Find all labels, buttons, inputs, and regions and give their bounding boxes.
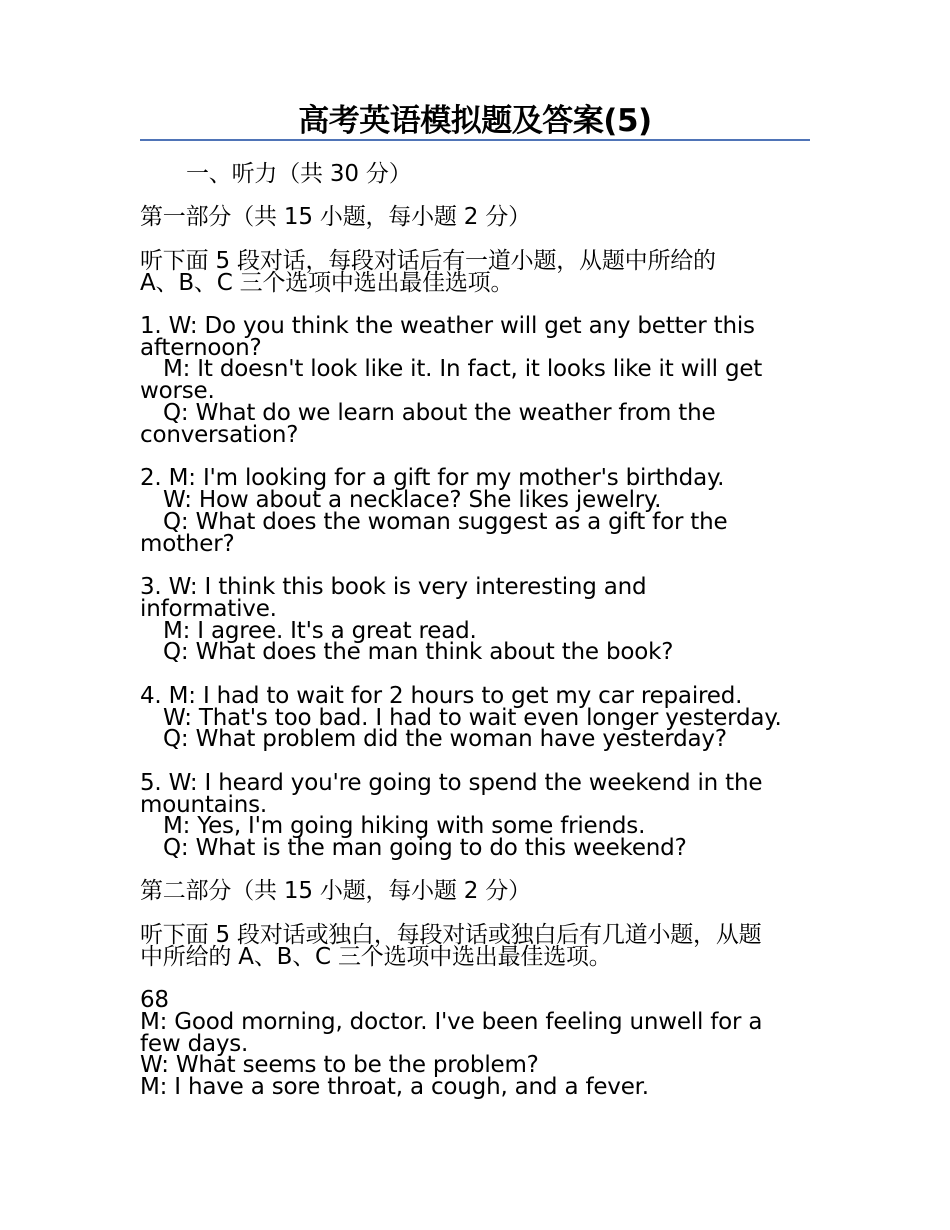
dialogue-line: W: How about a necklace? She likes jewelry. xyxy=(163,487,662,513)
dialogue-line: W: What seems to be the problem? xyxy=(140,1052,539,1078)
page-title: 高考英语模拟题及答案(5) xyxy=(298,103,652,139)
dialogue-line: M: I have a sore throat, a cough, and a fever. xyxy=(140,1074,649,1100)
part-one-heading: 第一部分（共 15 小题，每小题 2 分） xyxy=(140,204,531,230)
dialogue-line: M: I agree. It's a great read. xyxy=(163,618,477,644)
instruction-line: A、B、C 三个选项中选出最佳选项。 xyxy=(140,270,514,296)
dialogue-line: mountains. xyxy=(140,792,268,818)
question-line: Q: What does the woman suggest as a gift for the xyxy=(163,509,728,535)
dialogue-line: few days. xyxy=(140,1031,249,1057)
dialogue-line: worse. xyxy=(140,378,215,404)
dialogue-line: 4. M: I had to wait for 2 hours to get my car repaired. xyxy=(140,683,743,709)
page-number: 68 xyxy=(140,987,169,1013)
instruction-line: 听下面 5 段对话或独白，每段对话或独白后有几道小题，从题 xyxy=(140,922,762,948)
dialogue-line: afternoon? xyxy=(140,335,262,361)
instruction-line: 中所给的 A、B、C 三个选项中选出最佳选项。 xyxy=(140,944,612,970)
question-line: conversation? xyxy=(140,422,299,448)
question-line: Q: What is the man going to do this weekend? xyxy=(163,835,687,861)
dialogue-line: 3. W: I think this book is very interesting and xyxy=(140,574,647,600)
title-underline xyxy=(140,139,810,141)
question-line: Q: What do we learn about the weather from the xyxy=(163,400,716,426)
dialogue-line: W: That's too bad. I had to wait even longer yesterday. xyxy=(163,705,782,731)
dialogue-line: M: Yes, I'm going hiking with some friends. xyxy=(163,813,646,839)
instruction-line: 听下面 5 段对话，每段对话后有一道小题，从题中所给的 xyxy=(140,248,716,274)
dialogue-line: 1. W: Do you think the weather will get any better this xyxy=(140,313,755,339)
question-line: mother? xyxy=(140,531,235,557)
dialogue-line: M: It doesn't look like it. In fact, it looks like it will get xyxy=(163,356,763,382)
part-two-heading: 第二部分（共 15 小题，每小题 2 分） xyxy=(140,878,531,904)
dialogue-line: 2. M: I'm looking for a gift for my mother's birthday. xyxy=(140,465,725,491)
dialogue-line: informative. xyxy=(140,596,277,622)
dialogue-line: 5. W: I heard you're going to spend the weekend in the xyxy=(140,770,763,796)
question-line: Q: What problem did the woman have yesterday? xyxy=(163,726,727,752)
question-line: Q: What does the man think about the book? xyxy=(163,639,674,665)
dialogue-line: M: Good morning, doctor. I've been feeling unwell for a xyxy=(140,1009,763,1035)
section-heading-listening: 一、听力（共 30 分） xyxy=(186,161,412,187)
